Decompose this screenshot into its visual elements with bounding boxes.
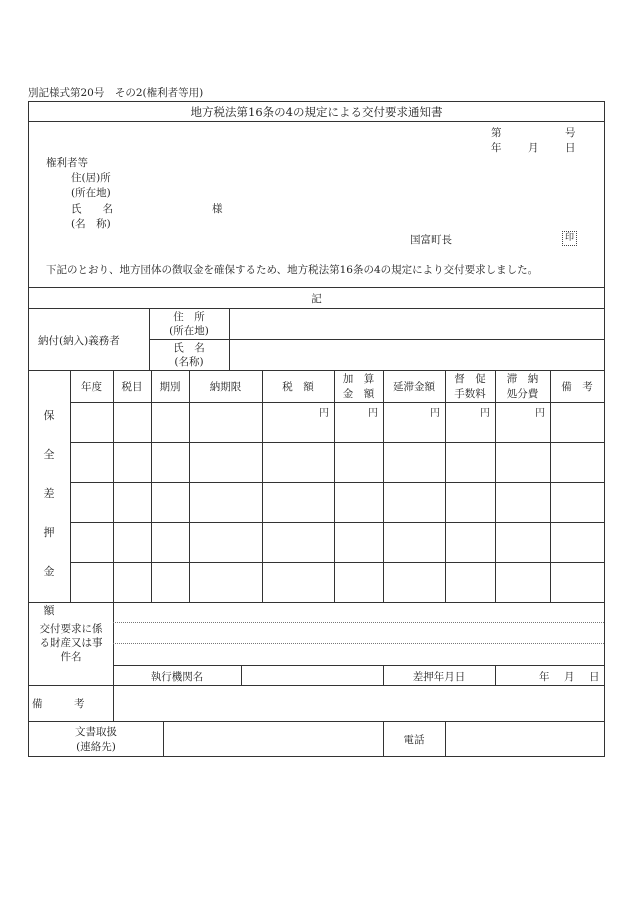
ki-label: 記 xyxy=(311,293,322,305)
col-period: 期別 xyxy=(159,381,181,393)
obligor-address-sub: (所在地) xyxy=(169,325,209,337)
notice-form xyxy=(28,101,605,757)
date-month: 月 xyxy=(528,142,539,154)
obligor-name-label: 氏 名 xyxy=(173,342,205,354)
obligor-label: 納付(納入)義務者 xyxy=(38,335,120,347)
side-char: 額 xyxy=(43,604,55,617)
agency-label: 執行機関名 xyxy=(150,671,204,683)
doc-number-dai: 第 xyxy=(491,127,502,139)
seizure-year: 年 xyxy=(539,671,550,683)
col-disposal-1: 滞 納 xyxy=(506,373,539,385)
recipient-address-sub: (所在地) xyxy=(71,187,111,199)
side-char: 全 xyxy=(43,448,55,461)
form-title: 地方税法第16条の4の規定による交付要求通知書 xyxy=(190,105,443,119)
phone-label: 電話 xyxy=(403,734,425,746)
col-due: 納期限 xyxy=(209,381,242,393)
property-label-1: 交付要求に係 xyxy=(39,623,103,635)
recipient-honorific: 様 xyxy=(212,203,223,215)
side-label-vertical xyxy=(42,407,56,641)
remarks-label: 備 考 xyxy=(32,698,85,710)
col-delay: 延滞金額 xyxy=(393,381,435,393)
col-fee-2: 手数料 xyxy=(454,388,486,400)
seizure-date-label: 差押年月日 xyxy=(412,671,466,683)
recipient-heading: 権利者等 xyxy=(46,157,88,169)
col-remarks: 備 考 xyxy=(561,381,593,393)
yen-fee: 円 xyxy=(480,408,490,419)
yen-addition: 円 xyxy=(368,408,378,419)
side-char: 金 xyxy=(43,565,55,578)
obligor-address-label: 住 所 xyxy=(173,311,205,323)
recipient-address-label: 住(居)所 xyxy=(71,172,111,184)
form-label: 別記様式第20号 その2(権利者等用) xyxy=(28,87,204,99)
yen-disposal: 円 xyxy=(535,408,545,419)
seizure-month: 月 xyxy=(564,671,575,683)
col-tax-amount: 税 額 xyxy=(282,381,314,393)
seal-mark: 印 xyxy=(562,231,577,246)
obligor-name-sub: (名称) xyxy=(174,356,204,368)
side-char: 押 xyxy=(43,526,55,539)
yen-delay: 円 xyxy=(430,408,440,419)
contact-label-2: (連絡先) xyxy=(76,741,116,753)
col-tax-item: 税目 xyxy=(121,381,143,393)
col-year: 年度 xyxy=(81,381,102,393)
contact-label-1: 文書取扱 xyxy=(75,726,117,738)
property-label-2: る財産又は事 xyxy=(39,637,103,649)
date-day: 日 xyxy=(565,142,576,154)
notice-text: 下記のとおり、地方団体の徴収金を確保するため、地方税法第16条の4の規定により交付要求しました。 xyxy=(46,264,539,276)
col-addition-1: 加 算 xyxy=(342,373,375,385)
yen-tax-amount: 円 xyxy=(319,408,329,419)
property-label-3: 件名 xyxy=(60,651,82,663)
doc-number-go: 号 xyxy=(565,127,576,139)
side-char: 差 xyxy=(43,487,55,500)
recipient-name-label: 氏 名 xyxy=(71,203,113,215)
col-disposal-2: 処分費 xyxy=(506,388,539,400)
seizure-day: 日 xyxy=(589,671,600,683)
side-char: 保 xyxy=(43,409,55,422)
col-addition-2: 金 額 xyxy=(342,388,375,400)
col-fee-1: 督 促 xyxy=(454,373,486,385)
recipient-name-sub: (名 称) xyxy=(71,218,111,230)
date-year: 年 xyxy=(491,142,502,154)
issuer-name: 国富町長 xyxy=(410,234,452,246)
